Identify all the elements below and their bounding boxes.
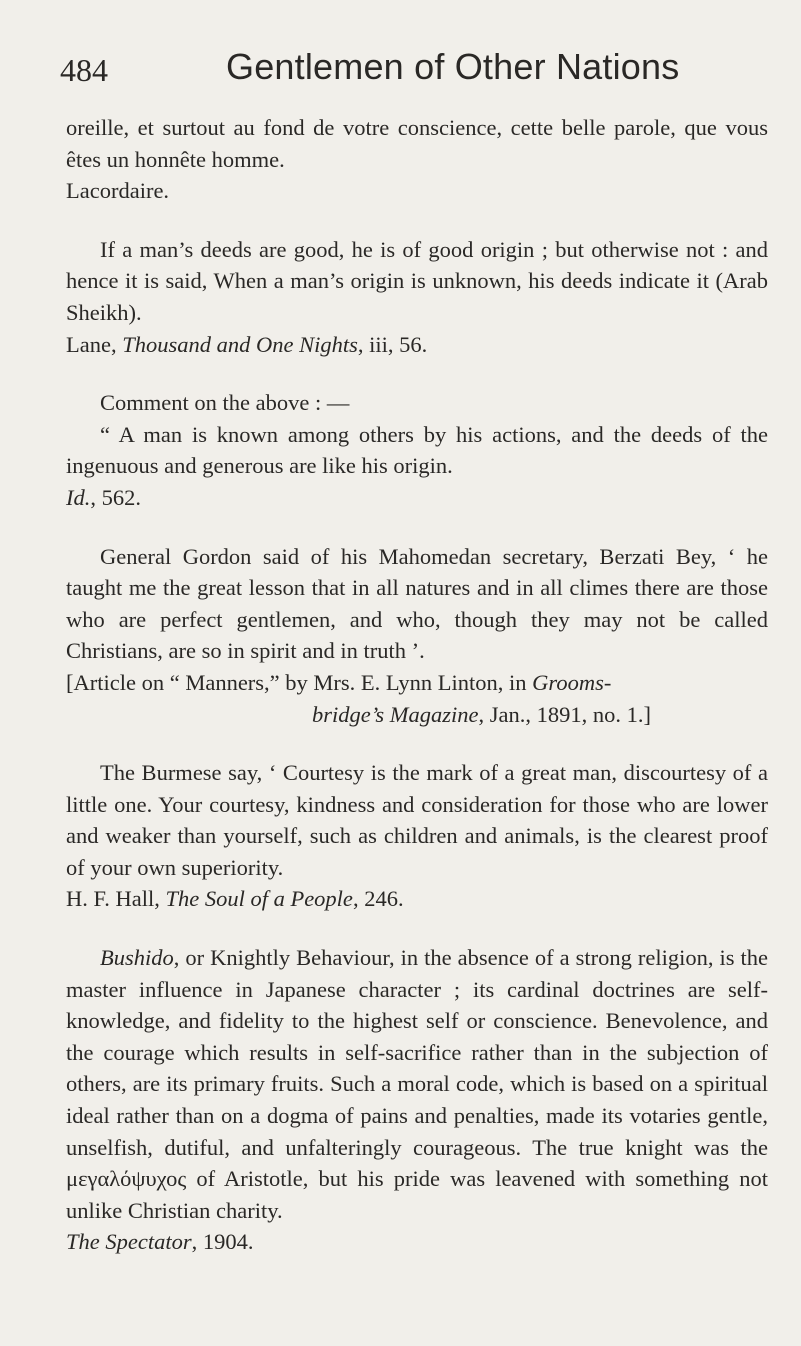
citation-location: , 246. xyxy=(352,886,404,912)
quotation-text: General Gordon said of his Mahomedan secretary, Berzati Bey, ‘ he taught me the great lesson that in all natures and in all climes there are those who are perfect gentlemen, and who, though they may not be called Christians, are so in spirit and in truth ’. xyxy=(66,543,768,664)
citation-author: H. F. Hall, xyxy=(66,886,166,912)
citation xyxy=(66,329,768,361)
citation-location: , 1904. xyxy=(191,1229,254,1255)
citation-author: Lane, xyxy=(66,331,123,357)
citation xyxy=(66,1226,768,1258)
quotation-bushido xyxy=(66,942,768,1258)
page-header xyxy=(60,46,761,96)
citation: Lacordaire. xyxy=(66,178,170,204)
quotation-end: of Aristotle, but his pride was leavened with something not unlike Christian charity. xyxy=(66,1166,768,1223)
quotation-text xyxy=(66,942,768,1226)
citation-location: , iii, 56. xyxy=(357,331,428,357)
quotation-text: The Burmese say, ‘ Courtesy is the mark of a great man, discourtesy of a little one. Your courtesy, kindness and consideration for those who are lower and weaker than yourself, such as children and animals, is the clearest proof of your own superiority. xyxy=(66,760,768,880)
citation-work: Thousand and One Nights xyxy=(122,331,358,357)
quotation-text: If a man’s deeds are good, he is of good origin ; but otherwise not : and hence it is said, When a man’s origin is unknown, his deeds indicate it (Arab Sheikh). xyxy=(66,236,768,325)
citation xyxy=(66,667,768,730)
bushido-term: Bushido xyxy=(100,945,174,971)
greek-term: μεγαλόψυχος xyxy=(66,1166,187,1192)
citation-work-part2: bridge’s Magazine xyxy=(312,701,479,727)
quotation-burmese xyxy=(66,757,768,915)
citation xyxy=(66,482,768,514)
quotation-text: oreille, et surtout au fond de votre conscience, cette belle parole, que vous êtes un honnête homme. xyxy=(66,115,768,172)
page-number: 484 xyxy=(60,52,108,88)
citation-work: Id. xyxy=(66,484,91,510)
page-body xyxy=(66,112,768,1285)
citation-work: The Soul of a People xyxy=(165,886,353,912)
comment-intro: Comment on the above : — xyxy=(100,390,350,416)
quotation-body: , or Knightly Behaviour, in the absence of a strong religion, is the master influence in Japanese character ; its cardinal doctrines are self-knowledge, and fidelity to the highest self or conscience. Benevolence, and the courage which results in self-sacrifice rather than in the subjection of others, are its primary fruits. Such a moral code, which is based on a spiritual ideal rather than on a dogma of pains and penalties, made its votaries gentle, unselfish, dutiful, and unfalteringly courageous. The true knight was the xyxy=(66,945,768,1160)
quotation-lacordaire xyxy=(66,112,768,207)
running-title: Gentlemen of Other Nations xyxy=(226,46,680,87)
citation-location: , Jan., 1891, no. 1.] xyxy=(478,701,651,727)
citation-work: The Spectator xyxy=(66,1229,192,1255)
citation-location: , 562. xyxy=(90,484,141,510)
citation xyxy=(66,883,768,915)
quotation-comment xyxy=(66,387,768,513)
citation-work-part1: Grooms- xyxy=(532,669,612,695)
quotation-text: “ A man is known among others by his actions, and the deeds of the ingenuous and generous are like his origin. xyxy=(66,421,768,479)
quotation-gordon xyxy=(66,541,768,731)
quotation-arab-sheikh xyxy=(66,234,768,360)
citation-prefix: [Article on “ Manners,” by Mrs. E. Lynn Linton, in xyxy=(66,669,533,695)
